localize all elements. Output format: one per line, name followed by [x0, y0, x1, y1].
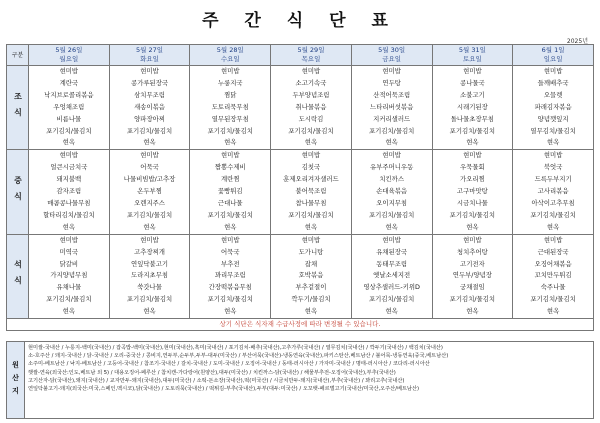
- menu-item: 찜닭: [224, 90, 237, 99]
- menu-item: 궁채절임: [460, 283, 485, 292]
- menu-item: 현옥: [546, 138, 560, 147]
- menu-item: 현미밥: [220, 67, 240, 75]
- menu-item: 북엇국: [543, 163, 563, 172]
- menu-item: 현미밥: [543, 67, 563, 75]
- menu-item: 연잎닥불고기: [131, 259, 169, 268]
- menu-cell: [109, 234, 190, 318]
- menu-item: 현옥: [143, 138, 156, 147]
- menu-item: 돼지불백: [56, 175, 82, 184]
- menu-cell: [432, 234, 513, 318]
- menu-item: 소고기속국: [295, 78, 327, 87]
- menu-item: 현미밥: [301, 235, 321, 244]
- menu-item: 포기김치/물김치: [126, 210, 173, 219]
- menu-item: 현옥: [62, 222, 76, 231]
- menu-cell: [190, 66, 271, 150]
- menu-cell: [271, 234, 352, 318]
- menu-item: 포기김치/물김치: [449, 295, 496, 304]
- menu-item: 꽈리무조림: [214, 271, 246, 280]
- menu-item: 포기김치/물김치: [530, 210, 576, 219]
- menu-item: 오이지무침: [376, 198, 408, 207]
- menu-item: 영상추샐러드-키위D: [363, 283, 420, 292]
- menu-item: 가지양념무침: [50, 271, 88, 280]
- origin-text: [25, 342, 593, 418]
- menu-item: 할타리김치/물김치: [43, 210, 95, 219]
- menu-item: 간장떡볶음무침: [208, 283, 252, 292]
- menu-item: 콩가루된장국: [131, 78, 169, 87]
- menu-item: 꽃빵튀김: [217, 187, 243, 196]
- menu-item: 고기전자: [460, 259, 485, 268]
- menu-item: 오믈렛: [543, 90, 563, 99]
- menu-item: 도토리묵무침: [211, 102, 249, 111]
- menu-item: 현옥: [304, 307, 318, 316]
- menu-item: 느타리버섯볶음: [370, 102, 414, 111]
- menu-item: 산적어묵조림: [373, 90, 411, 99]
- menu-item: 계란국: [59, 78, 79, 87]
- menu-item: 아삭이고추무침: [531, 198, 575, 207]
- menu-item: 현미밥: [382, 67, 401, 75]
- menu-item: 부추겉절이: [295, 283, 327, 292]
- menu-item: 현옥: [466, 222, 479, 231]
- menu-item: 현미밥: [543, 235, 563, 244]
- menu-cell: [351, 234, 432, 318]
- menu-item: 소불고기: [460, 90, 485, 99]
- menu-item: 우엉채조림: [53, 102, 85, 111]
- menu-item: 도시락김: [298, 114, 324, 123]
- meal-row: [7, 150, 594, 234]
- menu-cell: [271, 66, 352, 150]
- menu-item: 현미밥: [463, 151, 482, 160]
- menu-item: 오징어채볶음: [534, 259, 572, 268]
- day-header: 5월 29일 목요일: [271, 45, 352, 66]
- notice-row: [7, 319, 594, 331]
- menu-item: 현옥: [304, 138, 318, 147]
- menu-cell: [190, 150, 271, 234]
- menu-item: 꼬치만두튀김: [534, 271, 572, 280]
- day-header: 6월 1일 일요일: [513, 45, 594, 66]
- day-header: 5월 31일 토요일: [432, 45, 513, 66]
- menu-item: 드륵두부지기: [534, 175, 572, 184]
- day-header: 5월 30일 금요일: [351, 45, 432, 66]
- menu-item: 포기김치/물김치: [449, 126, 496, 135]
- meal-row: [7, 234, 594, 318]
- menu-item: 삼치무조림: [134, 90, 165, 99]
- menu-item: 양파장아찌: [134, 114, 165, 123]
- menu-item: 현미밥: [59, 67, 79, 75]
- menu-cell: [513, 234, 594, 318]
- menu-item: 들깨배추국: [537, 78, 569, 87]
- menu-item: 짬뽕수제비: [214, 163, 246, 172]
- menu-cell: [29, 66, 110, 150]
- menu-item: 오렌지주스: [134, 198, 165, 207]
- menu-item: 유채된장국: [376, 247, 408, 256]
- meal-label: 석식: [7, 234, 29, 318]
- menu-item: 열무된장무침: [211, 114, 249, 123]
- menu-item: 새송이볶음: [134, 102, 165, 111]
- menu-item: 포기김치/물김치: [288, 126, 334, 135]
- menu-item: 근대된장국: [537, 247, 569, 256]
- menu-item: 포기김치/물김치: [207, 126, 253, 135]
- origin-line: 연잎닥불고기-돼지(외국산:미국,스페인,멕시코),닭(국내산) / 도토리묵(국내산) / 떡튀김-부추(국내산),두부(대두:미국산) / 오꼬뱃-페르벌고기(국내산/미국산,오주산/베트남산): [28, 386, 420, 393]
- day-header: 5월 27일 화요일: [109, 45, 190, 66]
- menu-item: 포기김치/물김치: [207, 295, 253, 304]
- menu-item: 시금치나물: [456, 198, 488, 207]
- menu-item: 우묵물회: [460, 163, 485, 172]
- menu-cell: [432, 66, 513, 150]
- menu-item: 현미밥: [463, 67, 482, 75]
- menu-item: 현미밥: [382, 151, 401, 160]
- menu-item: 연두부/양념장: [452, 271, 492, 280]
- menu-item: 어묵국: [140, 163, 159, 172]
- menu-item: 포기김치/물김치: [207, 210, 253, 219]
- menu-item: 포기김치/물김치: [46, 295, 92, 304]
- menu-item: 포기김치/물김치: [126, 126, 173, 135]
- menu-item: 열무김치/물김치: [530, 126, 576, 135]
- menu-item: 현옥: [466, 138, 479, 147]
- menu-item: 고구마맛탕: [456, 187, 488, 196]
- menu-item: 손대육볶음: [376, 187, 408, 196]
- origin-line: 햇쌀-연육(외국산:인도,베트남 외 5) / 대용오징어-페루산 / 참치캔-가다랑어(원양산),대두(미국산) / 치킨까스-닭(국내산) / 해물부추전-오징어(국내산),부추(국내산): [28, 369, 396, 376]
- menu-item: 현미밥: [220, 151, 240, 160]
- menu-item: 어묵국: [220, 247, 240, 256]
- menu-item: 포기김치/물김치: [126, 295, 173, 304]
- menu-item: 온두부찜: [137, 187, 162, 196]
- menu-item: 미역국: [59, 247, 79, 256]
- origin-label: 원산지: [7, 342, 25, 418]
- menu-item: 현미밥: [301, 67, 321, 75]
- corner-cell: 구분: [7, 45, 29, 66]
- day-header: 5월 26일 월요일: [29, 45, 110, 66]
- menu-item: 현미밥: [382, 235, 401, 244]
- menu-item: 현미밥: [140, 151, 159, 160]
- menu-item: 나물비빔밥/고추장: [123, 175, 176, 184]
- menu-item: 청치추어탕: [456, 247, 488, 256]
- menu-cell: [29, 234, 110, 318]
- menu-cell: [513, 150, 594, 234]
- menu-item: 현미밥: [59, 235, 79, 244]
- menu-item: 훈제오리겨자샐러드: [283, 175, 339, 184]
- menu-item: 고사리볶음: [537, 187, 569, 196]
- menu-cell: [351, 150, 432, 234]
- menu-item: 닭갈비: [59, 259, 79, 268]
- origin-box: [6, 341, 594, 419]
- menu-item: 현옥: [546, 307, 560, 316]
- origin-line: 소주미-베트남산 / 낙지-베트남산 / 고등어-국내산 / 참조기-국내산 / 갈치-국내산 / 도미-국내산 / 오징어-국내산 / 동태-러시아산 / 가자미-국내산 / 명태-러시아산 / 코다리-러시아산: [28, 361, 430, 368]
- menu-item: 숙주나물: [540, 283, 566, 292]
- menu-cell: [513, 66, 594, 150]
- menu-item: 현옥: [546, 222, 560, 231]
- menu-item: 호박볶음: [298, 271, 324, 280]
- menu-item: 김칫국: [301, 163, 321, 172]
- menu-item: 현미밥: [220, 235, 240, 244]
- menu-item: 현옥: [143, 307, 156, 316]
- menu-item: 감자조림: [56, 187, 82, 196]
- menu-item: 현미밥: [463, 235, 482, 244]
- menu-item: 양념깻잎지: [537, 114, 569, 123]
- menu-item: 현미밥: [59, 151, 79, 160]
- menu-item: 유부주머니우동: [370, 163, 414, 172]
- menu-item: 유채나물: [56, 283, 82, 292]
- menu-item: 매콤콩나물무침: [47, 198, 91, 207]
- menu-item: 돌나물초장무침: [450, 114, 494, 123]
- menu-item: 치킨까스: [379, 175, 405, 184]
- menu-item: 포기김치/물김치: [530, 295, 576, 304]
- menu-item: 포기김치/물김치: [46, 126, 92, 135]
- menu-item: 잡채: [304, 259, 318, 268]
- menu-item: 현옥: [385, 138, 398, 147]
- menu-item: 현미밥: [543, 151, 563, 160]
- menu-cell: [29, 150, 110, 234]
- menu-item: 동태무조림: [376, 259, 408, 268]
- meal-label: 조식: [7, 66, 29, 150]
- meal-row: [7, 66, 594, 150]
- menu-item: 깍두기/물김치: [291, 295, 331, 304]
- menu-item: 계란찜: [220, 175, 240, 184]
- menu-cell: [109, 66, 190, 150]
- origin-line: 현미쌀-국내산 / 누룽지-백미(국내산) / 잡곡밥-백미(국내산),현미(국내산),흑미(국내산) / 포기김치-배추(국내산),고추가루(국내산) / 열무김치(국내산) / 깍두기(국내산) / 백김치(국내산): [28, 345, 443, 351]
- menu-item: 쑥갓나물: [137, 283, 162, 292]
- menu-item: 현옥: [143, 222, 156, 231]
- menu-item: 낙지브로콜리볶음: [44, 90, 94, 99]
- weekly-menu-table: [6, 44, 594, 331]
- menu-item: 포기김치/물김치: [288, 210, 334, 219]
- menu-item: 파래김자볶음: [534, 102, 572, 111]
- menu-item: 현옥: [62, 138, 76, 147]
- menu-item: 도라지초무침: [131, 271, 169, 280]
- menu-item: 현옥: [304, 222, 318, 231]
- menu-cell: [351, 66, 432, 150]
- day-header: 5월 28일 수요일: [190, 45, 271, 66]
- origin-line: 소-호주산 / 돼지-국내산 / 닭-국내산 / 오리-중국산 / 콩비지,연두부,순두부,두부-대두(미국산) / 부산어묵(국내산)-냉동연육(국내산),파키스탄산,베트남산 / 불어묵-냉동연육(중국,베트남산): [28, 353, 449, 360]
- menu-item: 부추전: [220, 259, 240, 268]
- menu-item: 비름나물: [56, 114, 82, 123]
- menu-item: 현옥: [385, 222, 398, 231]
- menu-item: 두부양념조림: [292, 90, 330, 99]
- menu-item: 콩나물국: [460, 78, 485, 87]
- menu-item: 현옥: [385, 307, 398, 316]
- page-title: 주 간 식 단 표: [202, 11, 398, 31]
- menu-cell: [190, 234, 271, 318]
- menu-item: 가오리찜: [460, 175, 485, 184]
- menu-item: 포기김치/물김치: [368, 126, 415, 135]
- menu-item: 포기김치/물김치: [449, 210, 496, 219]
- menu-item: 현미밥: [301, 151, 321, 160]
- menu-item: 현옥: [224, 222, 237, 231]
- menu-cell: [109, 150, 190, 234]
- menu-item: 현옥: [224, 138, 237, 147]
- menu-item: 연두탕: [382, 78, 401, 87]
- menu-item: 지커리샐러드: [373, 114, 411, 123]
- menu-item: 현미밥: [140, 235, 159, 244]
- menu-item: 현옥: [466, 307, 479, 316]
- menu-item: 현옥: [224, 307, 237, 316]
- menu-item: 시래기된장: [456, 102, 488, 111]
- menu-item: 고추장찌개: [134, 247, 165, 256]
- menu-item: 현옥: [62, 307, 76, 316]
- menu-cell: [432, 150, 513, 234]
- menu-item: 옛날소세지전: [373, 271, 411, 280]
- menu-item: 근대나물: [217, 198, 243, 207]
- menu-item: 포기김치/물김치: [368, 210, 415, 219]
- year-label: 2025년: [566, 38, 588, 45]
- meal-label: 중식: [7, 150, 29, 234]
- menu-item: 취나물볶음: [295, 102, 327, 111]
- menu-item: 얼큰시금치국: [50, 163, 88, 172]
- menu-item: 도가니탕: [298, 247, 324, 256]
- menu-item: 포기김치/물김치: [368, 295, 415, 304]
- menu-item: 현미밥: [140, 67, 159, 75]
- menu-item: 불어묵조림: [295, 187, 327, 196]
- menu-cell: [271, 150, 352, 234]
- header-row: [7, 45, 594, 66]
- menu-item: 누룽지국: [217, 78, 243, 87]
- menu-item: 참나물무침: [295, 198, 327, 207]
- notice-text: 상기 식단은 식자재 수급사정에 따라 변경될 수 있습니다.: [7, 319, 594, 331]
- origin-line: 고기산자-닭(국내산),돼지(국내산) / 교자만두-돼지(국내산),대두(미국산) / 소떡-돈소장(국내산),떡(미국산) / 시금치만두-돼지(국내산),부추(국내산) / 꽈리고추(국내산): [28, 377, 405, 384]
